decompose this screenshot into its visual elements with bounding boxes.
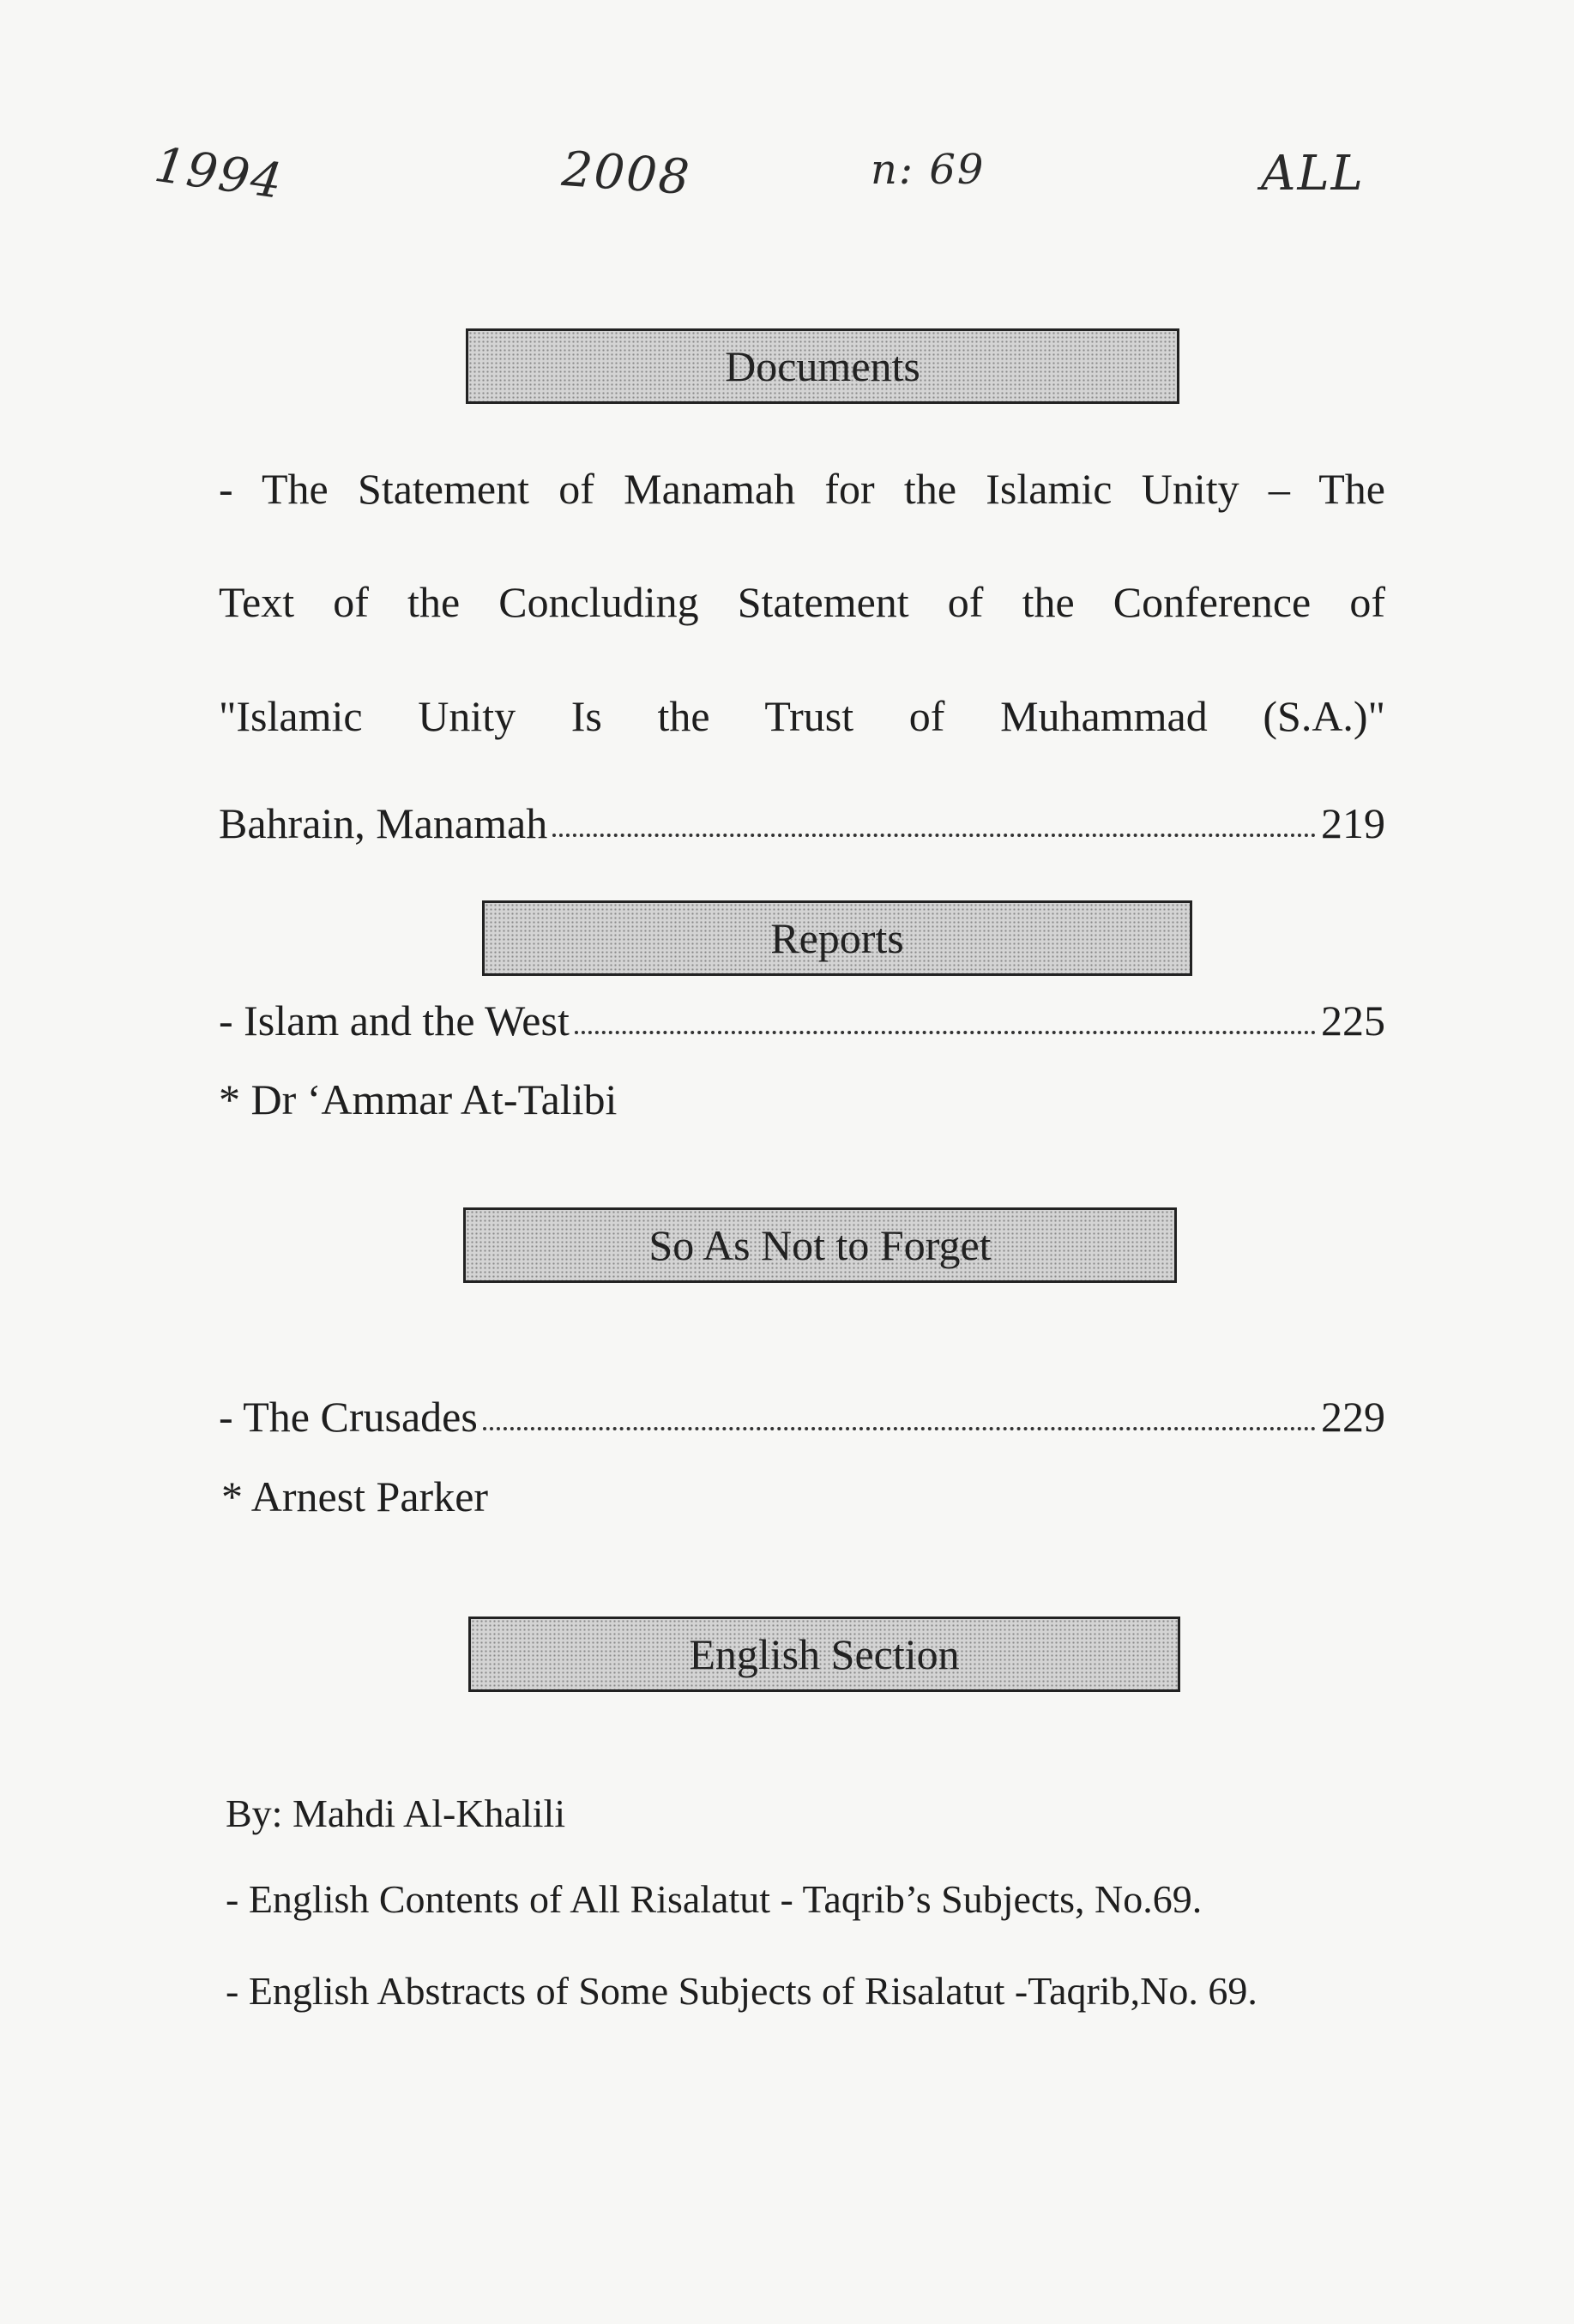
forget-author: * Arnest Parker [221, 1472, 489, 1520]
english-item-1: - English Contents of All Risalatut - Taqrib’s Subjects, No.69. [226, 1877, 1203, 1921]
reports-heading-box [482, 900, 1192, 976]
documents-line-2: Text of the Concluding Statement of the Conference of [219, 578, 1385, 626]
documents-entry [219, 798, 1385, 849]
entry-title: Bahrain, Manamah [219, 799, 548, 847]
forget-entry [219, 1391, 1385, 1442]
english-heading-box [468, 1617, 1180, 1692]
page-number: 219 [1321, 799, 1385, 847]
bleed-through [223, 283, 233, 330]
forget-heading-box [463, 1207, 1177, 1283]
page-number: 229 [1321, 1393, 1385, 1441]
handwritten-year: 1994 [151, 136, 287, 211]
dot-leader [483, 1427, 1316, 1430]
handwritten-year-2: 2008 [559, 141, 693, 207]
handwritten-mark: ALL [1261, 146, 1365, 202]
documents-heading-box [466, 328, 1179, 404]
entry-title: - The Crusades [219, 1393, 478, 1441]
reports-author: * Dr ‘Ammar At-Talibi [219, 1075, 618, 1123]
forget-heading: So As Not to Forget [648, 1221, 992, 1269]
documents-heading: Documents [725, 342, 920, 390]
reports-heading: Reports [770, 914, 904, 962]
english-heading: English Section [689, 1630, 960, 1678]
dot-leader [552, 834, 1316, 837]
english-item-2: - English Abstracts of Some Subjects of Risalatut -Taqrib,No. 69. [226, 1969, 1257, 2013]
page-number: 225 [1321, 996, 1385, 1045]
dot-leader [575, 1031, 1316, 1034]
documents-line-3: "Islamic Unity Is the Trust of Muhammad (S.A.)" [219, 692, 1385, 740]
reports-entry [219, 995, 1385, 1046]
entry-title: - Islam and the West [219, 996, 570, 1045]
handwritten-issue: n: 69 [871, 146, 986, 194]
english-by-line: By: Mahdi Al-Khalili [226, 1791, 566, 1835]
documents-line-1: - The Statement of Manamah for the Islamic Unity – The [219, 465, 1385, 513]
